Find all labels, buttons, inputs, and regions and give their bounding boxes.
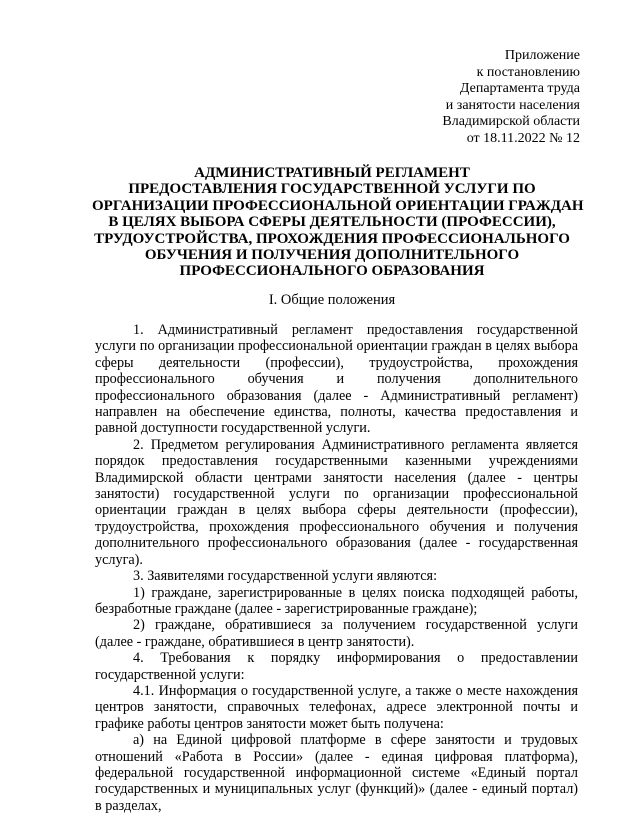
paragraph: 2) граждане, обратившиеся за получением государственной услуги (далее - граждане, обратившиеся в центр занятости).	[95, 617, 578, 650]
paragraph: 4. Требования к порядку информирования о предоставлении государственной услуги:	[95, 650, 578, 683]
annex-line: Приложение	[504, 48, 580, 63]
annex-line: и занятости населения	[445, 97, 580, 113]
title-line: ПРОФЕССИОНАЛЬНОГО ОБРАЗОВАНИЯ	[179, 263, 485, 280]
title-line: ОБУЧЕНИЯ И ПОЛУЧЕНИЯ ДОПОЛНИТЕЛЬНОГО	[144, 247, 520, 264]
paragraph: а) на Единой цифровой платформе в сфере занятости и трудовых отношений «Работа в России» (далее - единая цифровая платформа), федеральной государственной информационной системе «Единый портал государственных и муниципальных услуг (функций)» (далее - единый портал) в разделах,	[95, 732, 578, 814]
annex-line: Владимирской области	[442, 114, 580, 130]
paragraph: 1. Административный регламент предоставления государственной услуги по организации профессиональной ориентации граждан в целях выбора сферы деятельности (профессии), трудоустройства, прохождения профессионального обучения и получения дополнительного профессионального образования (далее - Административный регламент) направлен на обеспечение единства, полноты, качества предоставления и равной доступности государственной услуги.	[95, 322, 578, 437]
section-heading: I. Общие положения	[268, 292, 396, 308]
paragraph: 3. Заявителями государственной услуги являются:	[133, 568, 438, 585]
paragraph: 1) граждане, зарегистрированные в целях поиска подходящей работы, безработные граждане (далее - зарегистрированные граждане);	[95, 584, 578, 617]
title-line: В ЦЕЛЯХ ВЫБОРА СФЕРЫ ДЕЯТЕЛЬНОСТИ (ПРОФЕССИИ),	[108, 214, 556, 231]
title-line: ТРУДОУСТРОЙСТВА, ПРОХОЖДЕНИЯ ПРОФЕССИОНАЛЬНОГО	[94, 230, 570, 247]
paragraph: 4.1. Информация о государственной услуге, а также о месте нахождения центров занятости, справочных телефонах, адресе электронной почты и графике работы центров занятости может быть получена:	[95, 682, 578, 732]
annex-line: от 18.11.2022 № 12	[466, 130, 580, 146]
annex-block	[442, 48, 580, 148]
title-line: АДМИНИСТРАТИВНЫЙ РЕГЛАМЕНТ	[194, 165, 470, 181]
paragraph: 2. Предметом регулирования Административного регламента является порядок предоставления государственными казенными учреждениями Владимирской области центрами занятости населения (далее - центры занятости) государственной услуги по организации профессиональной ориентации граждан в целях выбора сферы деятельности (профессии), трудоустройства, прохождения профессионального обучения и получения дополнительного профессионального образования (далее - государственная услуга).	[95, 436, 578, 568]
annex-line: к постановлению	[476, 64, 580, 80]
document-title	[92, 165, 584, 280]
title-line: ПРЕДОСТАВЛЕНИЯ ГОСУДАРСТВЕННОЙ УСЛУГИ ПО	[128, 181, 536, 198]
document-body	[95, 322, 578, 814]
title-line: ОРГАНИЗАЦИИ ПРОФЕССИОНАЛЬНОЙ ОРИЕНТАЦИИ ГРАЖДАН	[92, 197, 584, 214]
annex-line: Департамента труда	[459, 81, 580, 97]
